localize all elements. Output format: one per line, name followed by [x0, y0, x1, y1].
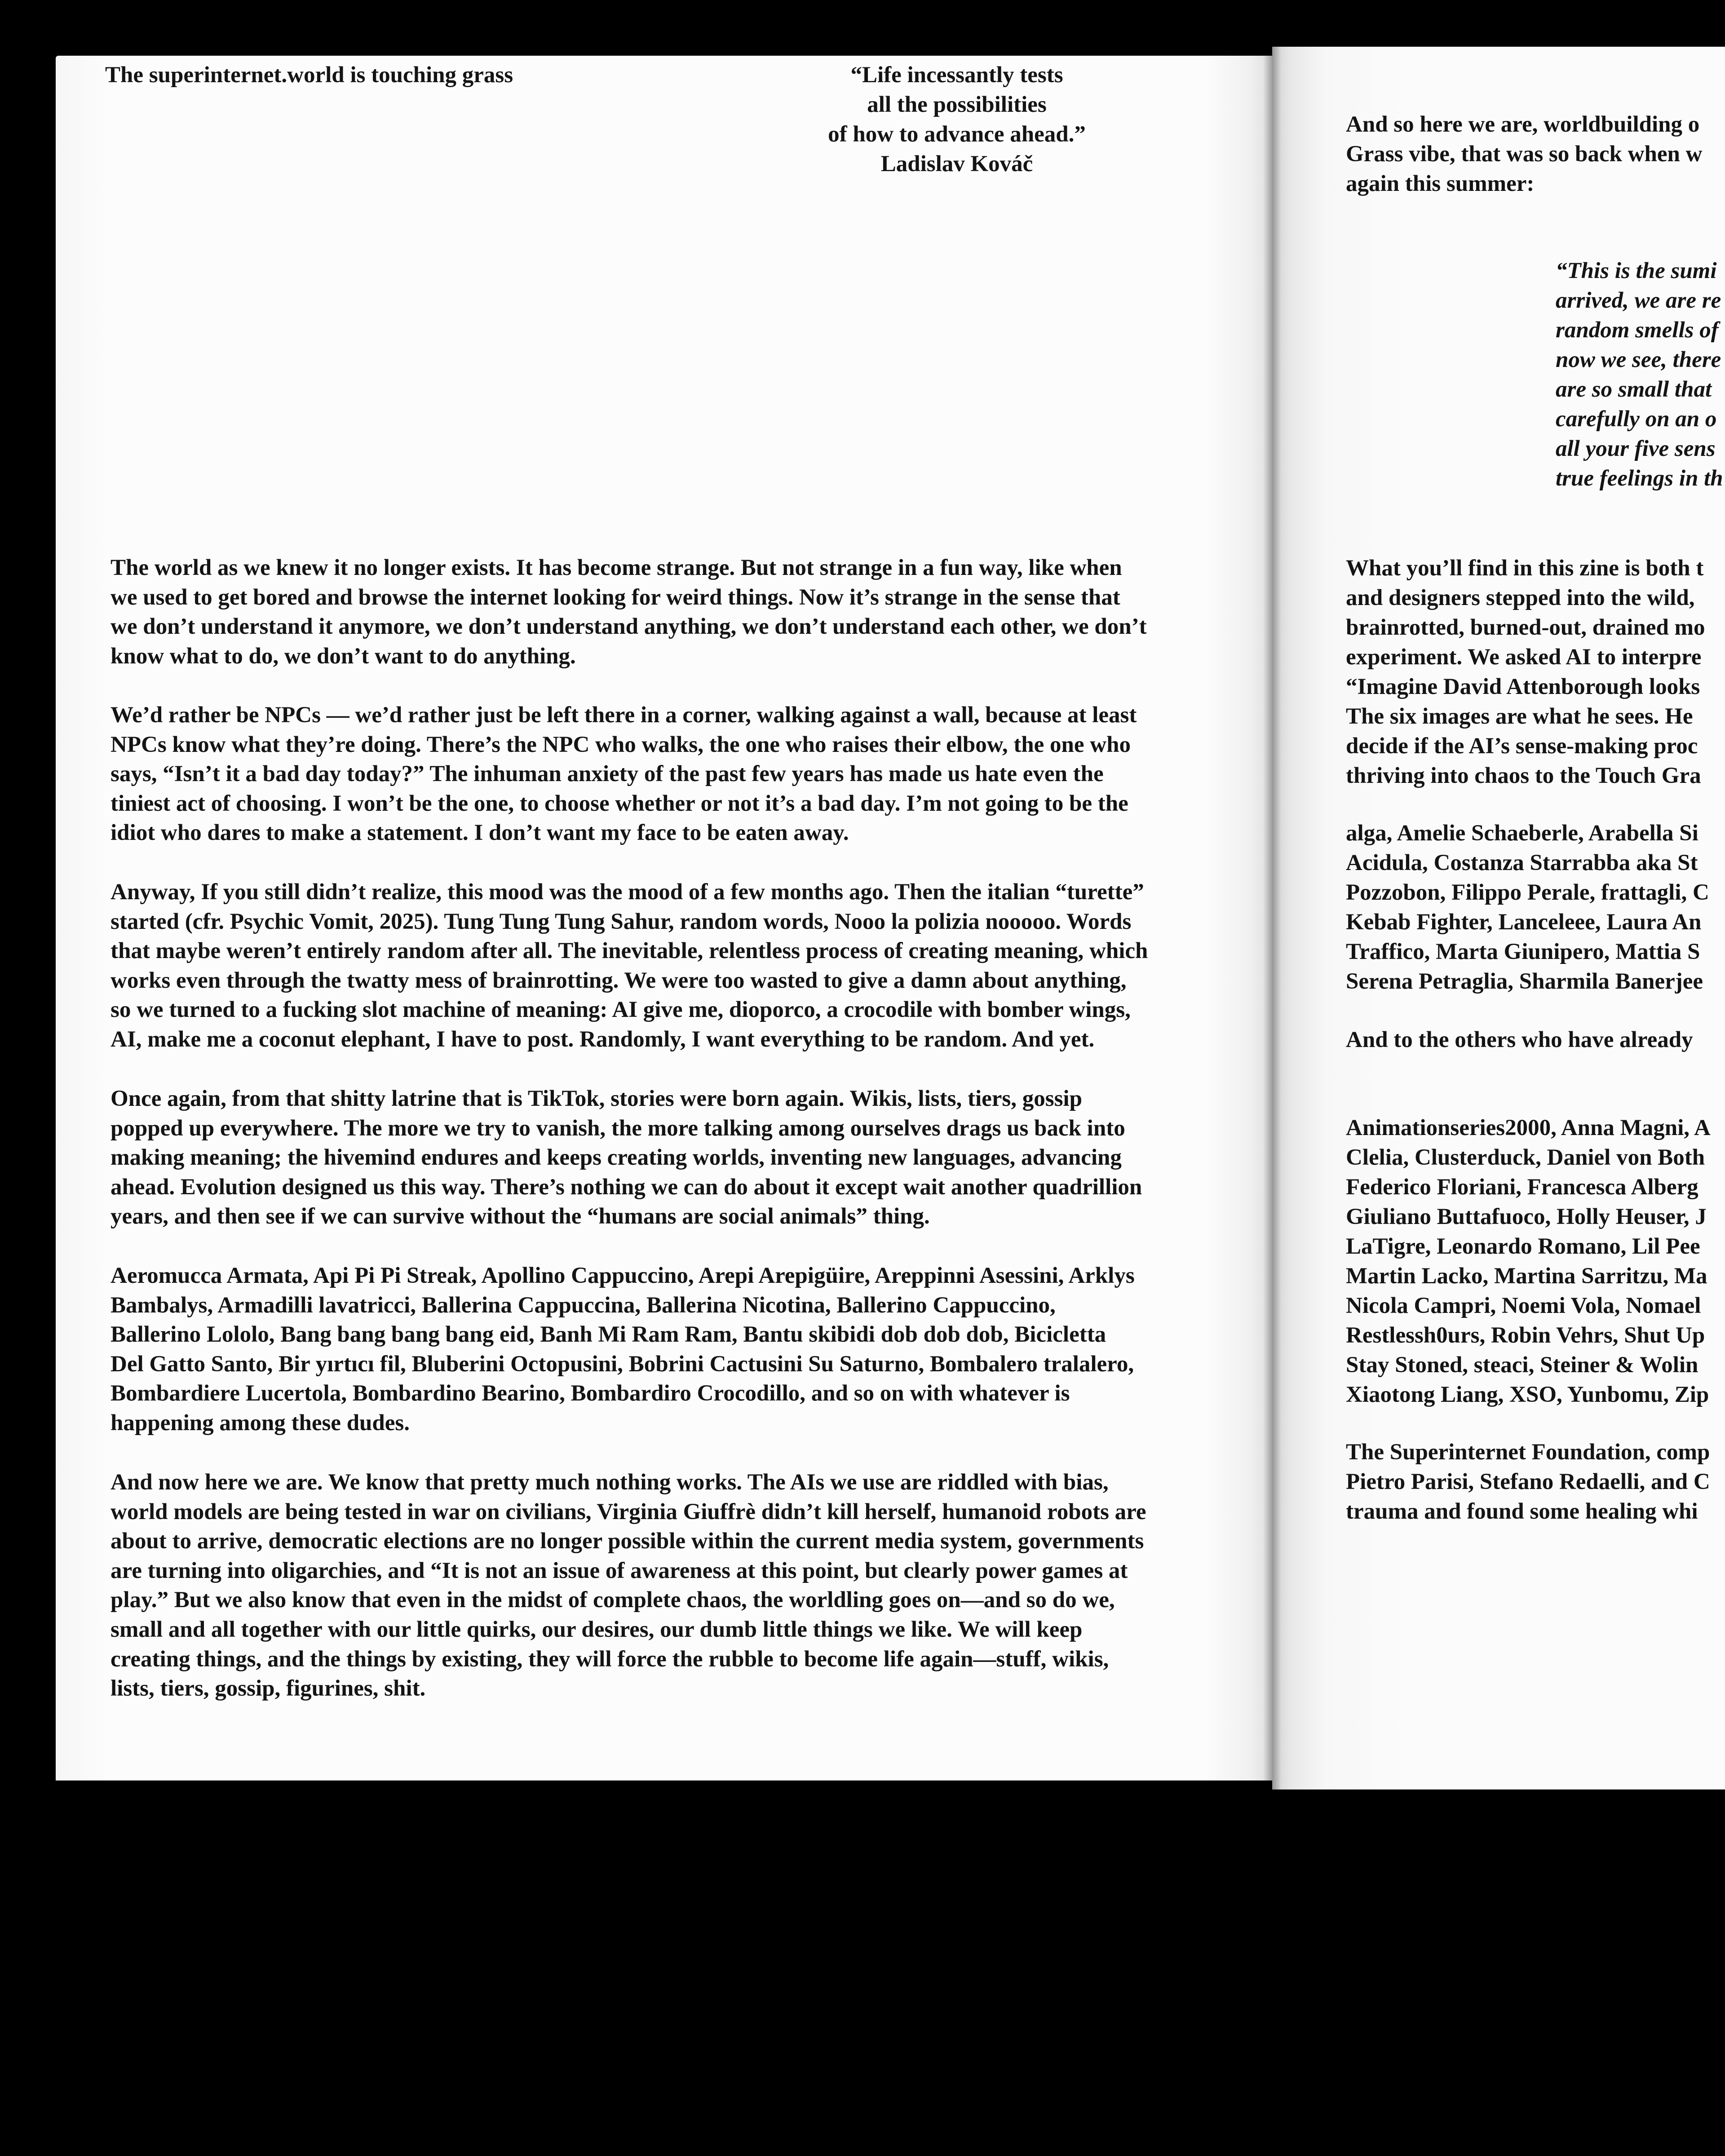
- text-line: Restlessh0urs, Robin Vehrs, Shut Up: [1346, 1323, 1705, 1348]
- others-line: [1346, 1025, 1693, 1055]
- text-line: Clelia, Clusterduck, Daniel von Both: [1346, 1145, 1705, 1170]
- text-line: are so small that: [1556, 377, 1712, 402]
- paragraph-brainrot-names: [111, 1261, 1135, 1438]
- foundation-paragraph: [1346, 1437, 1710, 1526]
- right-page-content: [1272, 47, 1725, 1789]
- text-line: Pozzobon, Filippo Perale, frattagli, C: [1346, 880, 1709, 905]
- paragraph-tiktok: [111, 1084, 1142, 1232]
- text-line: thriving into chaos to the Touch Gra: [1346, 763, 1701, 788]
- text-line: And now here we are. We know that pretty much nothing works. The AIs we use are riddled with bias,: [111, 1470, 1109, 1495]
- text-line: The Superinternet Foundation, comp: [1346, 1440, 1710, 1465]
- text-line: Martin Lacko, Martina Sarritzu, Ma: [1346, 1264, 1707, 1289]
- text-line: ahead. Evolution designed us this way. There’s nothing we can do about it except wait another quadrillion: [111, 1174, 1142, 1200]
- previous-contributors-list: [1346, 1113, 1711, 1409]
- text-line: Grass vibe, that was so back when w: [1346, 141, 1703, 167]
- contributors-list: [1346, 818, 1709, 996]
- text-line: Pietro Parisi, Stefano Redaelli, and C: [1346, 1469, 1710, 1494]
- text-line: are turning into oligarchies, and “It is not an issue of awareness at this point, but clearly power games at: [111, 1558, 1128, 1583]
- text-line: decide if the AI’s sense-making proc: [1346, 733, 1698, 759]
- epigraph-author: Ladislav Kováč: [880, 151, 1033, 177]
- paragraph-world-strange: [111, 553, 1147, 671]
- epigraph: [737, 60, 1177, 179]
- paragraph-npcs: [111, 701, 1137, 848]
- paragraph-turette: [111, 878, 1148, 1055]
- text-line: AI, make me a coconut elephant, I have to post. Randomly, I want everything to be random. And yet.: [111, 1026, 1095, 1052]
- text-line: brainrotted, burned-out, drained mo: [1346, 615, 1705, 640]
- text-line: all your five sens: [1556, 436, 1716, 461]
- text-line: Acidula, Costanza Starrabba aka St: [1346, 850, 1698, 875]
- epigraph-line: of how to advance ahead.”: [828, 122, 1086, 147]
- text-line: Xiaotong Liang, XSO, Yunbomu, Zip: [1346, 1382, 1709, 1407]
- text-line: now we see, there: [1556, 347, 1721, 372]
- text-line: started (cfr. Psychic Vomit, 2025). Tung Tung Tung Sahur, random words, Nooo la polizia nooooo. Words: [111, 909, 1132, 934]
- text-line: making meaning; the hivemind endures and keeps creating worlds, inventing new languages, advancing: [111, 1145, 1122, 1171]
- text-line: Animationseries2000, Anna Magni, A: [1346, 1115, 1711, 1140]
- intro-paragraph: [1346, 110, 1702, 199]
- paragraph-here-we-are: [111, 1468, 1146, 1704]
- text-line: Stay Stoned, steaci, Steiner & Wolin: [1346, 1352, 1698, 1378]
- text-line: NPCs know what they’re doing. There’s the NPC who walks, the one who raises their elbow, the one who: [111, 732, 1131, 757]
- text-line: Ballerino Lololo, Bang bang bang bang eid, Banh Mi Ram Ram, Bantu skibidi dob dob dob, Bicicletta: [111, 1322, 1106, 1348]
- text-line: play.” But we also know that even in the midst of complete chaos, the worldling goes on—and so do we,: [111, 1587, 1115, 1613]
- text-line: trauma and found some healing whi: [1346, 1499, 1698, 1524]
- text-line: Bambalys, Armadilli lavatricci, Ballerina Cappuccina, Ballerina Nicotina, Ballerino Cappuccino,: [111, 1292, 1056, 1318]
- text-line: and designers stepped into the wild,: [1346, 585, 1695, 610]
- epigraph-line: “Life incessantly tests: [850, 62, 1063, 88]
- text-line: And so here we are, worldbuilding o: [1346, 112, 1700, 137]
- text-line: random smells of: [1556, 318, 1719, 343]
- text-line: “This is the sumi: [1556, 258, 1717, 283]
- text-line: carefully on an o: [1556, 406, 1717, 432]
- zine-title: The superinternet.world is touching grass: [105, 62, 513, 88]
- text-line: years, and then see if we can survive without the “humans are social animals” thing.: [111, 1204, 930, 1229]
- text-line: The world as we knew it no longer exists. It has become strange. But not strange in a fun way, like when: [111, 555, 1122, 580]
- text-line: And to the others who have already: [1346, 1027, 1693, 1052]
- text-line: that maybe weren’t entirely random after all. The inevitable, relentless process of creating meaning, which: [111, 938, 1148, 964]
- text-line: We’d rather be NPCs — we’d rather just be left there in a corner, walking against a wall, because at least: [111, 702, 1137, 728]
- text-line: arrived, we are re: [1556, 288, 1721, 313]
- text-line: happening among these dudes.: [111, 1410, 410, 1436]
- text-line: we used to get bored and browse the internet looking for weird things. Now it’s strange in the sense that: [111, 584, 1120, 610]
- text-line: Bombardiere Lucertola, Bombardino Bearino, Bombardiro Crocodillo, and so on with whatever is: [111, 1381, 1070, 1406]
- zine-description: [1346, 553, 1705, 791]
- text-line: again this summer:: [1346, 171, 1535, 196]
- text-line: lists, tiers, gossip, figurines, shit.: [111, 1676, 426, 1701]
- text-line: popped up everywhere. The more we try to vanish, the more talking among ourselves drags us back into: [111, 1115, 1125, 1141]
- text-line: we don’t understand it anymore, we don’t understand anything, we don’t understand each other, we don’t: [111, 614, 1147, 640]
- text-line: What you’ll find in this zine is both t: [1346, 556, 1704, 581]
- italic-quote: [1556, 256, 1723, 493]
- text-line: world models are being tested in war on civilians, Virginia Giuffrè didn’t kill herself, humanoid robots are: [111, 1499, 1146, 1524]
- text-line: says, “Isn’t it a bad day today?” The inhuman anxiety of the past few years has made us hate even the: [111, 761, 1104, 787]
- text-line: Traffico, Marta Giunipero, Mattia S: [1346, 939, 1700, 964]
- text-line: tiniest act of choosing. I won’t be the one, to choose whether or not it’s a bad day. I’m not going to be the: [111, 791, 1128, 816]
- text-line: works even through the twatty mess of brainrotting. We were too wasted to give a damn about anything,: [111, 968, 1127, 993]
- text-line: so we turned to a fucking slot machine of meaning: AI give me, dioporco, a crocodile with bomber wings,: [111, 997, 1131, 1023]
- text-line: idiot who dares to make a statement. I don’t want my face to be eaten away.: [111, 820, 849, 846]
- text-line: Nicola Campri, Noemi Vola, Nomael: [1346, 1293, 1701, 1318]
- text-line: Aeromucca Armata, Api Pi Pi Streak, Apollino Cappuccino, Arepi Arepigüire, Areppinni Asessini, Arklys: [111, 1263, 1135, 1288]
- text-line: small and all together with our little quirks, our desires, our dumb little things we like. We will keep: [111, 1617, 1083, 1642]
- text-line: about to arrive, democratic elections are no longer possible within the current media system, governments: [111, 1529, 1144, 1554]
- text-line: Once again, from that shitty latrine that is TikTok, stories were born again. Wikis, lists, tiers, gossip: [111, 1086, 1082, 1111]
- text-line: Giuliano Buttafuoco, Holly Heuser, J: [1346, 1204, 1707, 1229]
- text-line: true feelings in th: [1556, 466, 1723, 491]
- text-line: LaTigre, Leonardo Romano, Lil Pee: [1346, 1234, 1700, 1259]
- text-line: Federico Floriani, Francesca Alberg: [1346, 1175, 1698, 1200]
- text-line: alga, Amelie Schaeberle, Arabella Si: [1346, 821, 1698, 846]
- text-line: Anyway, If you still didn’t realize, this mood was the mood of a few months ago. Then the italian “turette”: [111, 879, 1144, 905]
- text-line: “Imagine David Attenborough looks: [1346, 674, 1700, 699]
- text-line: know what to do, we don’t want to do anything.: [111, 643, 576, 669]
- text-line: experiment. We asked AI to interpre: [1346, 645, 1702, 670]
- text-line: The six images are what he sees. He: [1346, 704, 1693, 729]
- text-line: creating things, and the things by existing, they will force the rubble to become life again—stuff, wikis,: [111, 1646, 1109, 1672]
- text-line: Del Gatto Santo, Bir yırtıcı fil, Bluberini Octopusini, Bobrini Cactusini Su Saturno, Bombalero tralalero,: [111, 1351, 1134, 1377]
- text-line: Serena Petraglia, Sharmila Banerjee: [1346, 969, 1703, 994]
- text-line: Kebab Fighter, Lanceleee, Laura An: [1346, 910, 1702, 935]
- epigraph-line: all the possibilities: [867, 92, 1047, 117]
